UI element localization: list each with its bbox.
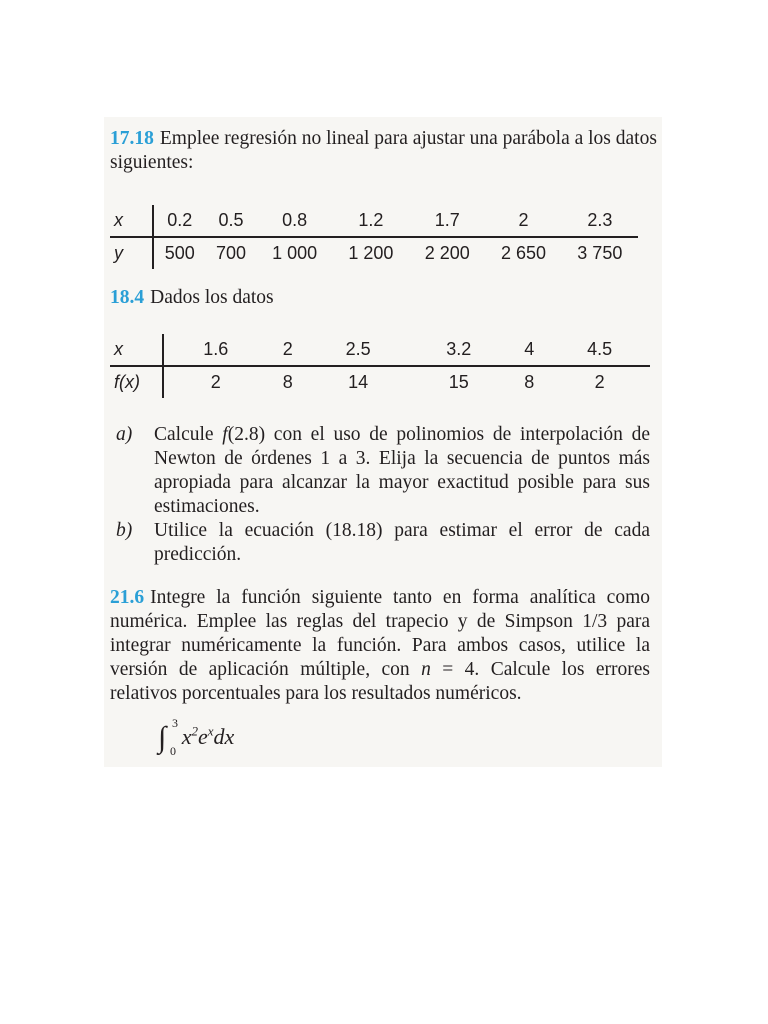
problem-17-18 [110, 127, 658, 175]
part-letter: a) [116, 424, 133, 445]
table-cell: 0.2 [153, 205, 206, 237]
problem-number: 18.4 [110, 287, 145, 308]
table-cell: 15 [448, 372, 469, 392]
part-text: Calcule f(2.8) con el uso de polinomios de interpolación de Newton de órdenes 1 a 3. Elija la secuencia de puntos más apropiada para alcanzar la mayor exactitud posible para sus estimaciones. [154, 424, 650, 517]
part-letter: b) [116, 520, 133, 541]
problem-number: 17.18 [110, 128, 154, 149]
table-cell: 2.3 [562, 205, 638, 237]
table-cell: 500 [164, 243, 195, 263]
problem-text: Integre la función siguiente tanto en forma analítica como numérica. Emplee las reglas del trapecio y de Simpson 1/3 para integrar numéricamente la función. Para ambos casos, utilice la versión de aplicación múltiple, con n = 4. Calcule los errores relativos porcentuales para los resultados numéricos. [110, 587, 650, 704]
problem-text: Dados los datos [150, 287, 274, 308]
table-cell: 1 000 [272, 243, 318, 263]
integral-formula [158, 716, 235, 758]
part-text: Utilice la ecuación (18.18) para estimar el error de cada predicción. [154, 520, 650, 565]
table-row [110, 366, 650, 398]
table-cell: 700 [216, 243, 247, 263]
table-cell: 0.5 [206, 205, 257, 237]
table-cell: 2 [210, 372, 221, 392]
table-cell: 2 [268, 334, 308, 366]
table-cell: 2 200 [424, 243, 470, 263]
problem-parts [116, 423, 650, 567]
table-cell: 1.7 [409, 205, 485, 237]
data-table-17-18 [110, 205, 638, 269]
table-cell: 2 [594, 372, 605, 392]
table-cell: 3 750 [577, 243, 623, 263]
problem-text: Emplee regresión no lineal para ajustar una parábola a los datos siguientes: [110, 128, 657, 173]
row-label-y: y [110, 237, 153, 269]
upper-limit: 3 [172, 716, 178, 730]
table-cell: 2 650 [500, 243, 547, 263]
row-label-fx: f(x) [110, 366, 163, 398]
table-cell: 1.2 [333, 205, 409, 237]
table-cell: 14 [348, 372, 369, 392]
table-row [110, 237, 638, 269]
table-cell: 8 [282, 372, 293, 392]
table-cell: 4.5 [549, 334, 650, 366]
data-table-18-4 [110, 334, 650, 398]
integral-sign: ∫ [158, 721, 167, 754]
table-cell: 1.6 [163, 334, 268, 366]
table-row [110, 205, 638, 237]
integrand: $x^2e^xdx$ [181, 723, 235, 749]
table-cell: 3.2 [408, 334, 509, 366]
table-cell: 2 [485, 205, 561, 237]
part-a [116, 423, 650, 519]
table-cell: 2.5 [308, 334, 409, 366]
row-label-x: x [110, 205, 153, 237]
lower-limit: 0 [170, 744, 176, 758]
table-cell: 0.8 [256, 205, 332, 237]
table-cell: 8 [524, 372, 535, 392]
part-b [116, 519, 650, 567]
table-cell: 4 [509, 334, 549, 366]
table-row [110, 334, 650, 366]
row-label-x: x [110, 334, 163, 366]
problem-number: 21.6 [110, 587, 145, 608]
problem-21-6 [110, 586, 650, 706]
table-cell: 1 200 [348, 243, 394, 263]
problem-18-4 [110, 286, 658, 310]
